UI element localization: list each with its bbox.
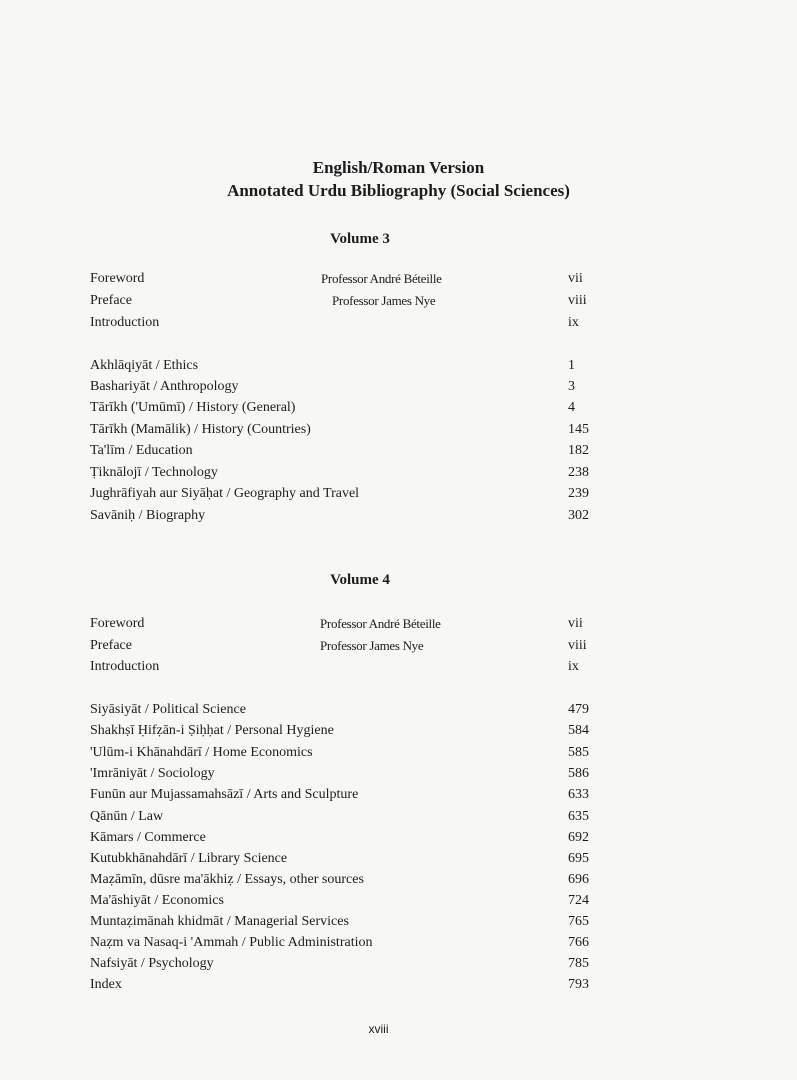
- volume-3-heading: Volume 3: [330, 231, 390, 247]
- toc-row: [90, 721, 590, 741]
- toc-label: Ma'āshiyāt / Economics: [90, 893, 224, 908]
- toc-label: Kutubkhānahdārī / Library Science: [90, 851, 288, 866]
- toc-page: viii: [568, 638, 587, 653]
- title-line-1: English/Roman Version: [312, 158, 485, 177]
- toc-label: Maẓāmīn, dūsre ma'ākhiẓ / Essays, other sources: [90, 872, 364, 887]
- toc-row: [90, 377, 590, 397]
- toc-row-introduction: [90, 313, 590, 333]
- toc-label: Nafsiyāt / Psychology: [90, 956, 214, 971]
- toc-row: [90, 933, 590, 953]
- toc-label: Introduction: [90, 315, 160, 330]
- toc-row: [90, 420, 590, 440]
- toc-label: Kāmars / Commerce: [90, 830, 206, 845]
- toc-label: Tārīkh (Mamālik) / History (Countries): [90, 422, 311, 437]
- toc-label: Shakhṣī Ḥifẓān-i Ṣiḥḥat / Personal Hygiene: [90, 723, 334, 738]
- toc-label: 'Imrāniyāt / Sociology: [90, 766, 215, 781]
- toc-row-foreword: [90, 269, 590, 289]
- toc-row: [90, 849, 590, 869]
- toc-page: 302: [568, 508, 589, 523]
- toc-page: vii: [568, 271, 583, 286]
- toc-page: 182: [568, 443, 589, 458]
- toc-row: [90, 912, 590, 932]
- toc-row: [90, 356, 590, 376]
- toc-row: [90, 828, 590, 848]
- toc-page: 692: [568, 830, 589, 845]
- toc-page: 633: [568, 787, 589, 802]
- toc-page: 635: [568, 809, 589, 824]
- toc-page: 785: [568, 956, 589, 971]
- toc-page: 3: [568, 379, 575, 394]
- toc-row: [90, 891, 590, 911]
- toc-label: Jughrāfiyah aur Siyāḥat / Geography and Travel: [90, 486, 360, 501]
- toc-label: Naẓm va Nasaq-i 'Ammah / Public Administration: [90, 935, 373, 950]
- toc-label: Introduction: [90, 659, 160, 674]
- toc-row-index: [90, 975, 590, 995]
- toc-label: Foreword: [90, 271, 145, 286]
- toc-label: Qānūn / Law: [90, 809, 164, 824]
- toc-author: Professor André Béteille: [320, 616, 441, 631]
- toc-page: 585: [568, 745, 589, 760]
- toc-row-foreword: [90, 614, 590, 634]
- toc-row: [90, 506, 590, 526]
- toc-page: ix: [568, 659, 579, 674]
- toc-row: [90, 870, 590, 890]
- toc-page: 695: [568, 851, 589, 866]
- toc-page: 239: [568, 486, 589, 501]
- toc-label: Ta'līm / Education: [90, 443, 193, 458]
- toc-label: Preface: [90, 293, 132, 308]
- toc-row: [90, 807, 590, 827]
- toc-author: Professor James Nye: [320, 638, 424, 653]
- toc-label: Tārīkh ('Umūmī) / History (General): [90, 400, 296, 415]
- toc-author: Professor James Nye: [332, 293, 436, 308]
- volume-4-heading: Volume 4: [330, 572, 390, 588]
- toc-page: 586: [568, 766, 589, 781]
- toc-page: viii: [568, 293, 587, 308]
- toc-label: Preface: [90, 638, 132, 653]
- toc-page: 145: [568, 422, 589, 437]
- toc-label: Funūn aur Mujassamahsāzī / Arts and Sculpture: [90, 787, 359, 802]
- toc-row: [90, 764, 590, 784]
- toc-page: 584: [568, 723, 589, 738]
- toc-page: 765: [568, 914, 589, 929]
- toc-page: 238: [568, 465, 589, 480]
- toc-row: [90, 700, 590, 720]
- toc-page: 4: [568, 400, 575, 415]
- toc-page: ix: [568, 315, 579, 330]
- page-number: xviii: [368, 1022, 389, 1036]
- toc-row: [90, 463, 590, 483]
- toc-row: [90, 484, 590, 504]
- toc-row-preface: [90, 291, 590, 311]
- toc-page: 696: [568, 872, 589, 887]
- toc-label: Akhlāqiyāt / Ethics: [90, 358, 199, 373]
- title-line-2: Annotated Urdu Bibliography (Social Sciences): [227, 181, 570, 200]
- toc-row-preface: [90, 636, 590, 656]
- toc-row: [90, 743, 590, 763]
- toc-page: 793: [568, 977, 589, 992]
- toc-label: Index: [90, 977, 122, 992]
- toc-page: 766: [568, 935, 589, 950]
- toc-label: Siyāsiyāt / Political Science: [90, 702, 246, 717]
- toc-row-introduction: [90, 657, 590, 677]
- toc-row: [90, 441, 590, 461]
- toc-row: [90, 785, 590, 805]
- toc-author: Professor André Béteille: [321, 271, 442, 286]
- toc-label: Ṭiknālojī / Technology: [90, 465, 218, 480]
- toc-row: [90, 954, 590, 974]
- toc-label: 'Ulūm-i Khānahdārī / Home Economics: [90, 745, 313, 760]
- toc-label: Bashariyāt / Anthropology: [90, 379, 239, 394]
- toc-page: 1: [568, 358, 575, 373]
- toc-label: Foreword: [90, 616, 145, 631]
- toc-label: Savāniḥ / Biography: [90, 508, 206, 523]
- toc-row: [90, 398, 590, 418]
- toc-label: Muntaẓimānah khidmāt / Managerial Services: [90, 914, 349, 929]
- toc-page: 479: [568, 702, 589, 717]
- toc-page: vii: [568, 616, 583, 631]
- toc-page: 724: [568, 893, 589, 908]
